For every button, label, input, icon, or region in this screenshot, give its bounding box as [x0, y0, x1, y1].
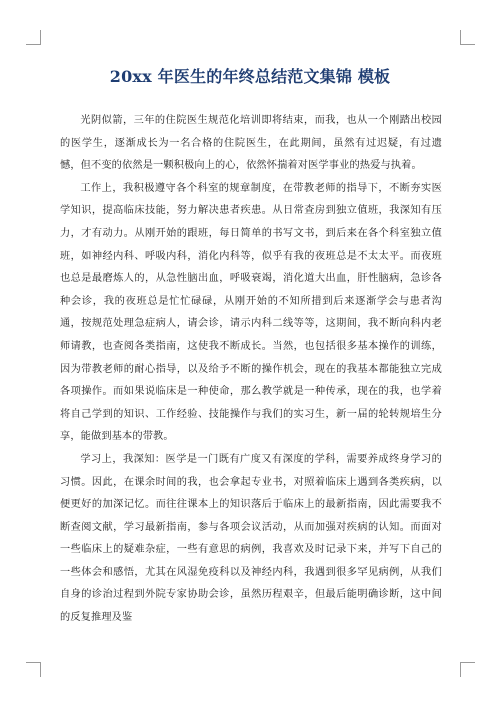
document-title: 20xx 年医生的年终总结范文集锦 模板 — [109, 67, 391, 86]
paragraph-work: 工作上，我积极遵守各个科室的规章制度，在带教老师的指导下，不断夯实医学知识，提高临床技能，努力解决患者疾患。从日常查房到独立值班，我深知有压力，才有动力。从刚开始的跟班，每日简单的书写文书，到后来在各个科室独立值班，如神经内科、呼吸内科，消化内科等，似乎有我的夜班总是不太太平。而夜班也总是最磨炼人的，从急性脑出血，呼吸衰竭，消化道大出血，肝性脑病，急诊各种会诊，我的夜班总是忙忙碌碌，从刚开始的不知所措到后来逐渐学会与患者沟通，按规范处理急症病人，请会诊，请示内科二线等等，这期间，我不断向科内老师请教，也查阅各类指南，这使我不断成长。当然，也包括很多基本操作的训练，因为带教老师的耐心指导，以及给予不断的操作机会，现在的我基本都能独立完成各项操作。而如果说临床是一种使命，那么教学就是一种传承，现在的我，也学着将自己学到的知识、工作经验、技能操作与我们的实习生，新一届的轮转规培生分享，能做到基本的带教。 — [60, 182, 442, 443]
paragraph-intro: 光阴似箭，三年的住院医生规范化培训即将结束，而我，也从一个刚踏出校园的医学生，逐渐成长为一名合格的住院医生，在此期间，虽然有过迟疑，有过遗憾，但不变的依然是一颗积极向上的心，依然怀揣着对医学事业的热爱与执着。 — [60, 115, 442, 172]
crop-mark-top-right — [460, 30, 475, 45]
paragraph-study: 学习上，我深知：医学是一门既有广度又有深度的学科，需要养成终身学习的习惯。因此，在课余时间的我，也会拿起专业书，对照着临床上遇到各类疾病，以便更好的加深记忆。而往往课本上的知识落后于临床上的最新指南，因此需要我不断查阅文献，学习最新指南，参与各项会议活动，从而加强对疾病的认知。而面对一些临床上的疑难杂症，一些有意思的病例，我喜欢及时记录下来，并写下自己的一些体会和感悟，尤其在风湿免疫科以及神经内科，我遇到很多罕见病例，从我们自身的诊治过程到外院专家协助会诊，虽然历程艰辛，但最后能明确诊断，这中间的反复推理及鉴 — [60, 453, 442, 624]
document-body — [60, 110, 442, 630]
crop-mark-bottom-right — [460, 662, 475, 677]
crop-mark-bottom-left — [26, 662, 41, 677]
crop-mark-top-left — [26, 30, 41, 45]
